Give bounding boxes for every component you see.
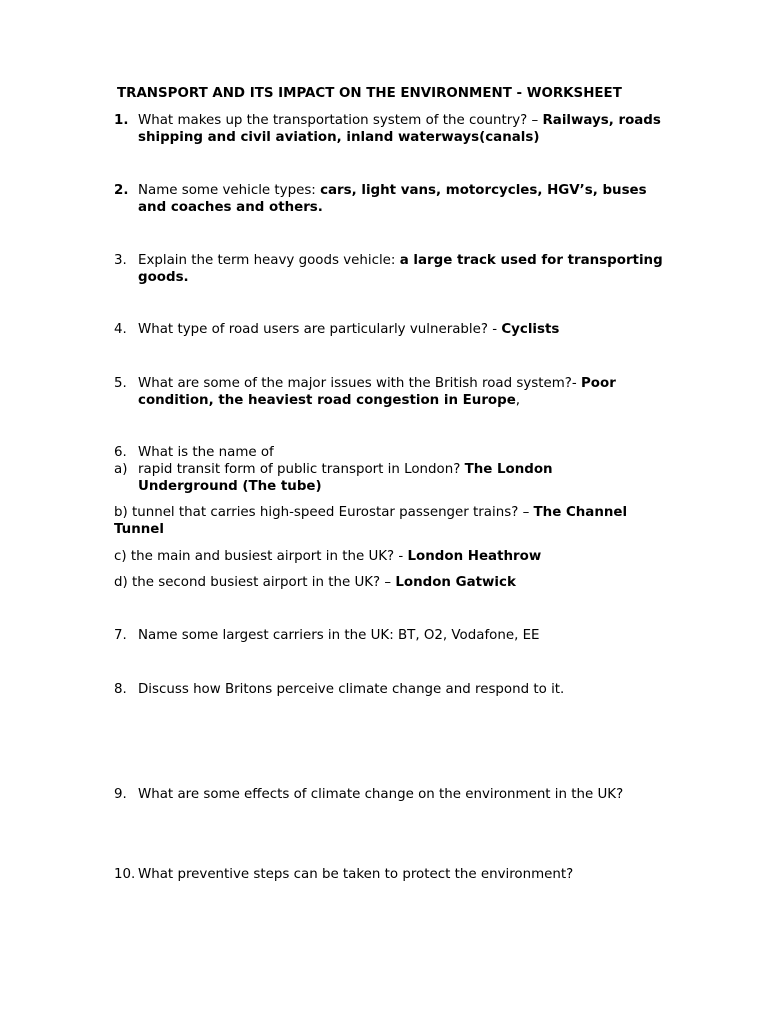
worksheet-title: TRANSPORT AND ITS IMPACT ON THE ENVIRONMENT - WORKSHEET bbox=[117, 86, 622, 101]
question-number: 7. bbox=[114, 628, 127, 643]
question-number: 1. bbox=[114, 113, 129, 128]
sub-label: a) bbox=[114, 462, 128, 477]
question-text: Name some vehicle types: bbox=[138, 183, 321, 198]
question-number: 10. bbox=[114, 867, 136, 882]
answer-text: The Channel Tunnel bbox=[114, 505, 628, 537]
question-6c bbox=[114, 548, 674, 565]
question-text: d) the second busiest airport in the UK? – bbox=[114, 575, 396, 590]
question-4 bbox=[114, 321, 674, 338]
question-number: 3. bbox=[114, 253, 127, 268]
question-text: What type of road users are particularly vulnerable? - bbox=[138, 322, 502, 337]
question-text: rapid transit form of public transport in London? bbox=[138, 462, 465, 477]
answer-text: a large track used for transporting goods. bbox=[138, 253, 663, 285]
question-text: What are some effects of climate change on the environment in the UK? bbox=[138, 787, 624, 802]
question-text: What is the name of bbox=[138, 445, 274, 460]
answer-tail: , bbox=[515, 393, 521, 408]
question-text: b) tunnel that carries high-speed Eurostar passenger trains? – bbox=[114, 505, 534, 520]
question-9 bbox=[114, 786, 694, 803]
question-text: What are some of the major issues with the British road system?- bbox=[138, 376, 581, 391]
answer-text: Poor condition, the heaviest road congestion in Europe bbox=[138, 376, 616, 408]
question-6b bbox=[114, 504, 674, 538]
answer-text: cars, light vans, motorcycles, HGV’s, buses and coaches and others. bbox=[138, 183, 647, 215]
question-3 bbox=[114, 252, 674, 286]
question-1 bbox=[114, 112, 674, 146]
question-6d bbox=[114, 574, 674, 591]
answer-text: Railways, roads shipping and civil aviation, inland waterways(canals) bbox=[138, 113, 661, 145]
question-text: Explain the term heavy goods vehicle: bbox=[138, 253, 400, 268]
answer-text: The London Underground (The tube) bbox=[138, 462, 553, 494]
question-number: 6. bbox=[114, 445, 127, 460]
question-text: What makes up the transportation system of the country? – bbox=[138, 113, 543, 128]
answer-text: London Gatwick bbox=[395, 575, 516, 590]
question-number: 5. bbox=[114, 376, 127, 391]
question-8 bbox=[114, 681, 674, 698]
question-text: c) the main and busiest airport in the UK? - bbox=[114, 549, 408, 564]
question-6 bbox=[114, 444, 674, 461]
question-5 bbox=[114, 375, 662, 409]
question-7 bbox=[114, 627, 674, 644]
question-number: 4. bbox=[114, 322, 127, 337]
question-number: 2. bbox=[114, 183, 129, 198]
question-2 bbox=[114, 182, 674, 216]
question-text: What preventive steps can be taken to protect the environment? bbox=[138, 867, 574, 882]
question-number: 8. bbox=[114, 682, 127, 697]
question-number: 9. bbox=[114, 787, 127, 802]
question-text: Name some largest carriers in the UK: BT, O2, Vodafone, EE bbox=[138, 628, 540, 643]
answer-text: Cyclists bbox=[501, 322, 560, 337]
answer-text: London Heathrow bbox=[407, 549, 542, 564]
question-10 bbox=[114, 866, 674, 883]
question-6a bbox=[114, 461, 604, 495]
question-text: Discuss how Britons perceive climate change and respond to it. bbox=[138, 682, 565, 697]
